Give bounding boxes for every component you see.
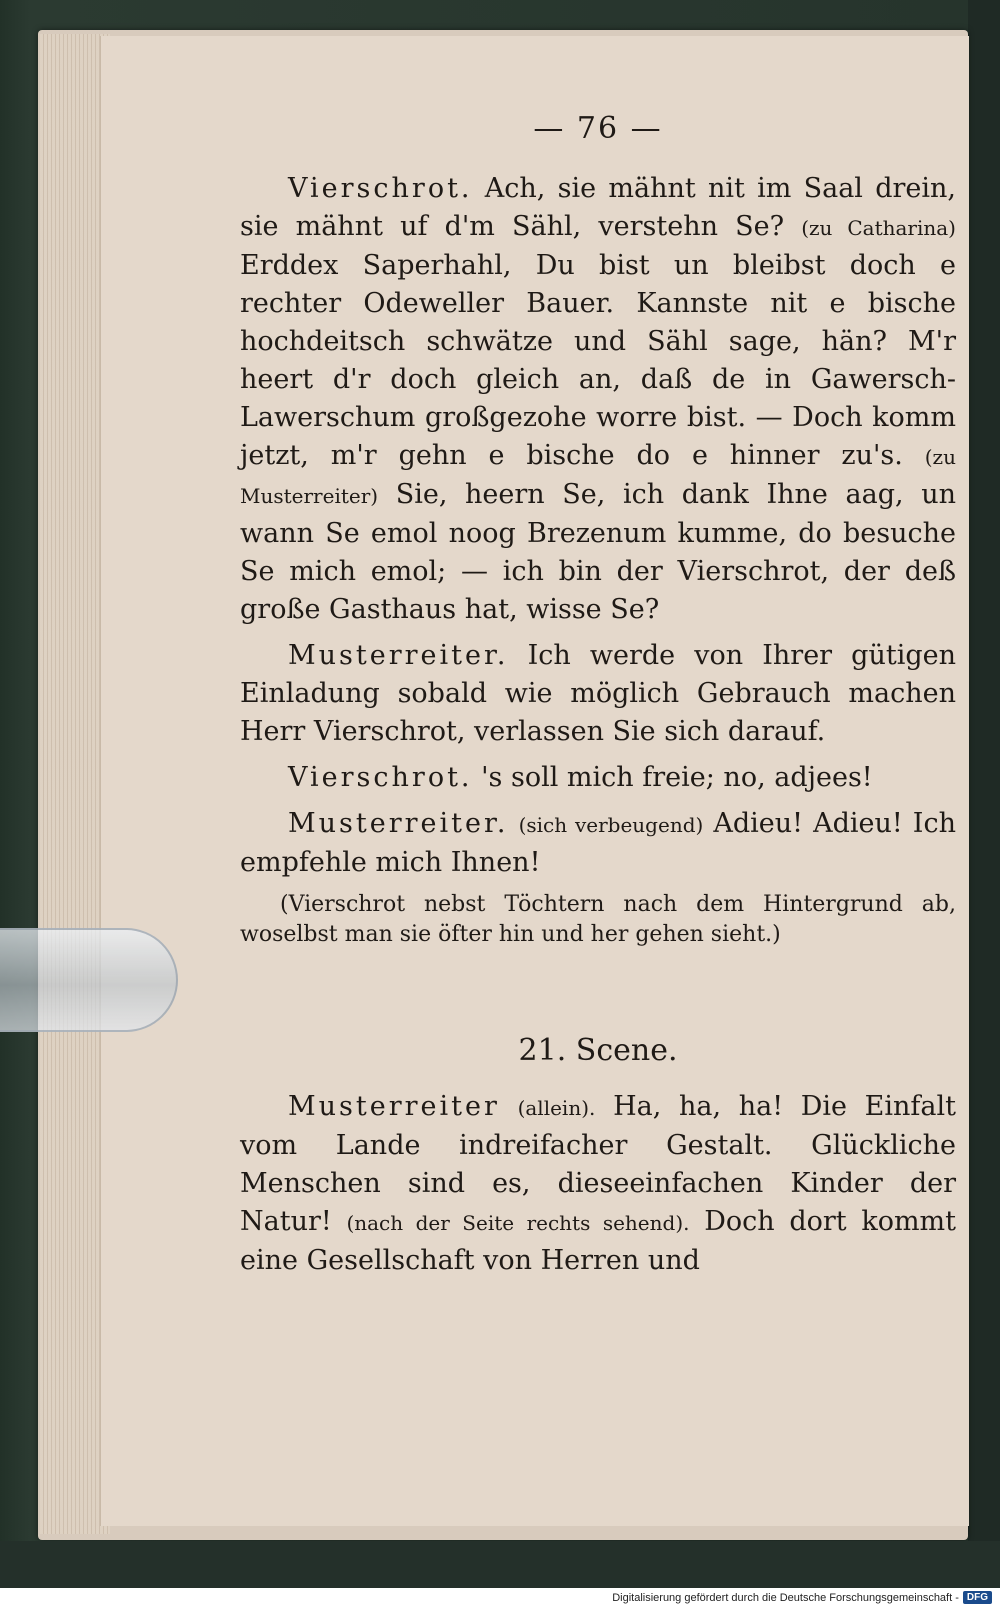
stage-direction-inline: (zu Musterreiter) <box>240 445 956 508</box>
speaker-name: Musterreiter. <box>288 640 509 671</box>
footer-text: Digitalisierung gefördert durch die Deutsche Forschungsgemeinschaft - <box>612 1591 959 1604</box>
dialogue-text: Ha, ha, ha! Die Einfalt vom Lande indreifacher Gestalt. Glückliche Menschen sind es, dieseeinfachen Kinder der Natur! <box>240 1091 956 1237</box>
dialogue-text: Ach, sie mähnt nit im Saal drein, sie mähnt uf d'm Sähl, verstehn Se? <box>240 173 956 242</box>
paragraph-musterreiter-2 <box>240 805 956 882</box>
page-text <box>240 110 956 1288</box>
page-clip <box>0 928 178 1032</box>
stage-direction-inline: (zu Catharina) <box>801 216 956 240</box>
dialogue-text: Ich werde von Ihrer gütigen Einladung sobald wie möglich Gebrauch machen Herr Vierschrot, verlassen Sie sich darauf. <box>240 640 956 747</box>
stage-direction-inline: (nach der Seite rechts sehend). <box>346 1211 690 1235</box>
dialogue-text: Erddex Saperhahl, Du bist un bleibst doch e rechter Odeweller Bauer. Kannste nit e bische hochdeitsch schwätze und Sähl sage, hän? M'r heert d'r doch gleich an, daß de in Gawersch-Lawerschum großgezohe worre bist. — Doch komm jetzt, m'r gehn e bische do e hinner zu's. <box>240 250 956 471</box>
speaker-name: Musterreiter <box>288 1091 500 1122</box>
speaker-name: Vierschrot. <box>288 762 473 793</box>
dialogue-text: Sie, heern Se, ich dank Ihne aag, un wann Se emol noog Brezenum kumme, do besuche Se mich emol; — ich bin der Vierschrot, der deß große Gasthaus hat, wisse Se? <box>240 479 956 625</box>
page-number: — 76 — <box>533 111 663 146</box>
stage-direction-inline: (allein). <box>517 1096 596 1120</box>
paragraph-vierschrot-1 <box>240 170 956 629</box>
digitization-footer <box>0 1588 1000 1607</box>
stage-direction-inline: (sich verbeugend) <box>518 813 704 837</box>
paragraph-vierschrot-2 <box>240 759 956 797</box>
book-binding <box>968 0 1000 1607</box>
dialogue-text: Doch dort kommt eine Gesellschaft von Herren und <box>240 1206 957 1276</box>
scene-heading: 21. Scene. <box>518 1033 678 1068</box>
stage-direction-block: (Vierschrot nebst Töchtern nach dem Hintergrund ab, woselbst man sie öfter hin und her gehen sieht.) <box>240 892 956 947</box>
dialogue-text: Adieu! Adieu! Ich empfehle mich Ihnen! <box>240 808 956 878</box>
paragraph-musterreiter-1 <box>240 637 956 751</box>
dfg-logo: DFG <box>963 1591 992 1604</box>
paragraph-scene-21 <box>240 1088 956 1280</box>
speaker-name: Vierschrot. <box>288 173 473 204</box>
dialogue-text: 's soll mich freie; no, adjees! <box>481 762 873 793</box>
speaker-name: Musterreiter. <box>288 808 509 839</box>
scan-bottom-band <box>0 1541 1000 1588</box>
